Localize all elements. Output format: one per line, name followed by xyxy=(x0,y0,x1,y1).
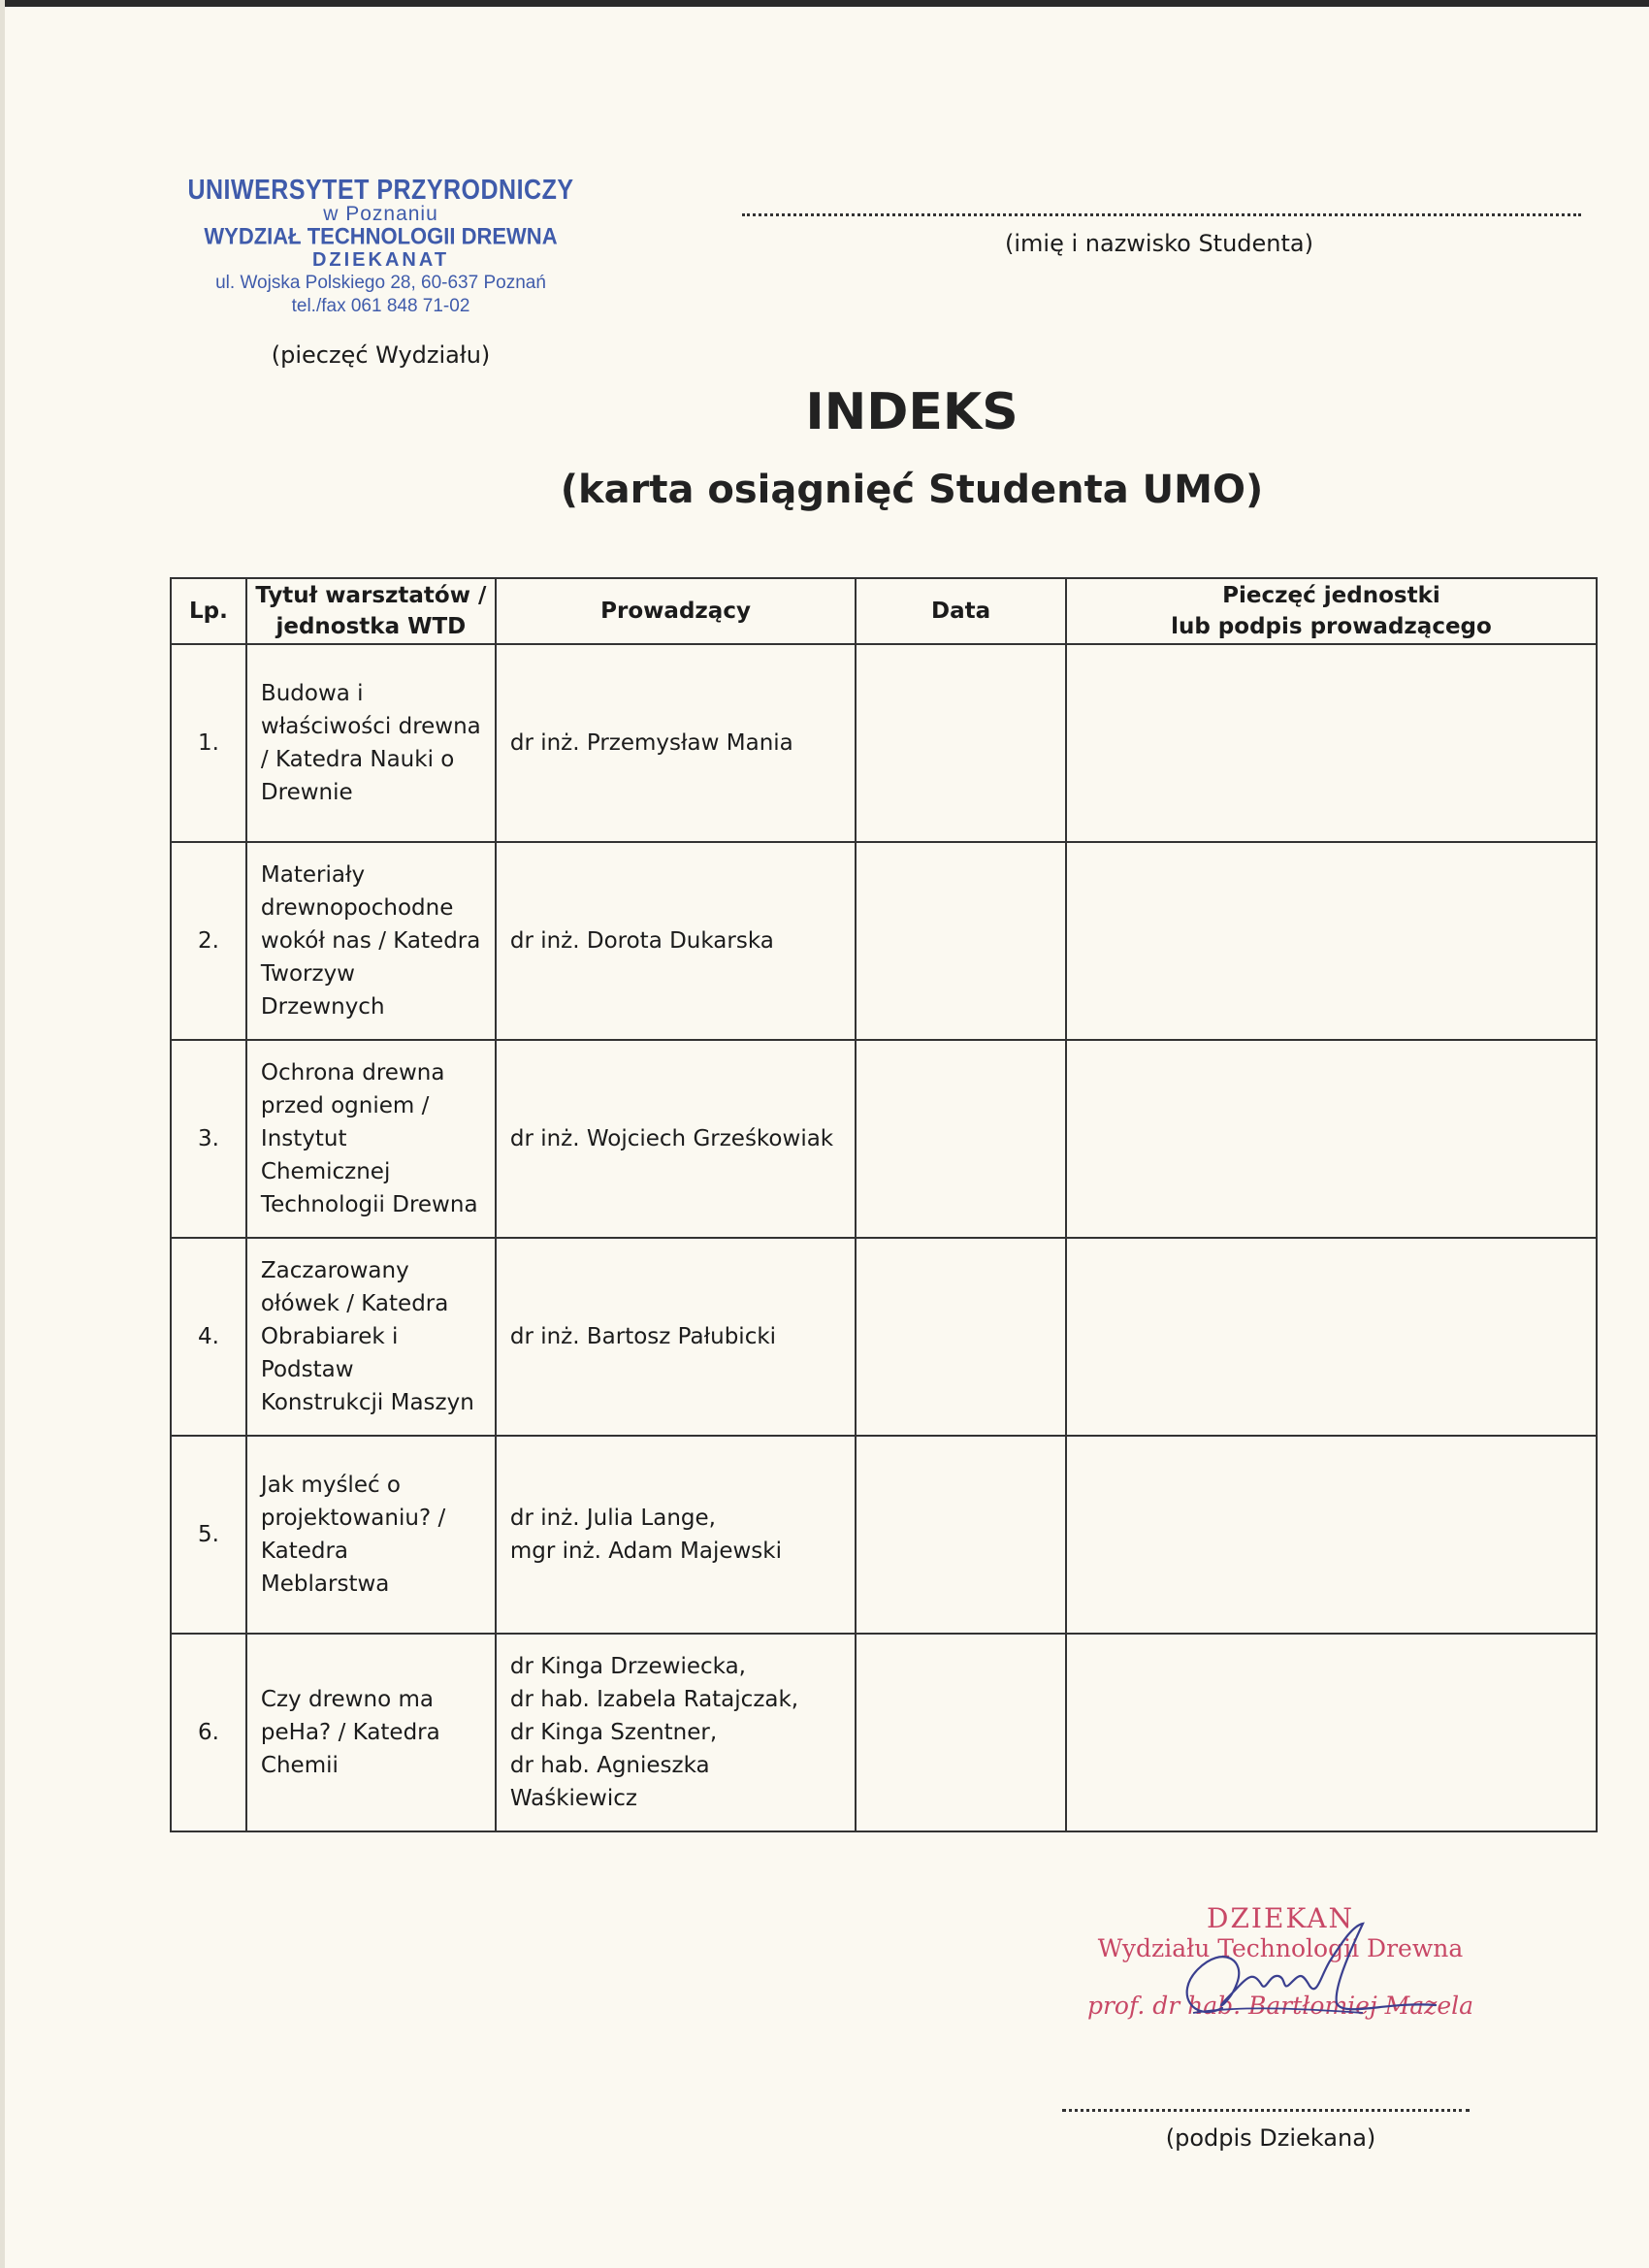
workshop-title-line: Drzewnych xyxy=(260,994,385,1020)
lecturer-cell xyxy=(496,842,856,1040)
workshop-title xyxy=(246,842,496,1040)
table-row xyxy=(171,842,1597,1040)
stamp-signature-cell[interactable] xyxy=(1066,842,1597,1040)
stamp-signature-cell[interactable] xyxy=(1066,1436,1597,1634)
workshop-title xyxy=(246,644,496,842)
lecturer-cell xyxy=(496,1634,856,1831)
stamp-university: UNIWERSYTET PRZYRODNICZY xyxy=(187,174,574,207)
stamp-caption: (pieczęć Wydziału) xyxy=(271,341,491,369)
workshop-title-line: ołówek / Katedra xyxy=(260,1291,449,1316)
workshop-title-line: / Katedra Nauki o xyxy=(260,747,455,772)
lecturer-name: dr inż. Dorota Dukarska xyxy=(509,928,774,954)
workshop-title xyxy=(246,1634,496,1831)
lecturer-cell xyxy=(496,644,856,842)
header-stamp xyxy=(1066,578,1597,644)
header-stamp-line: lub podpis prowadzącego xyxy=(1171,614,1492,639)
stamp-office: DZIEKANAT xyxy=(311,249,450,271)
dean-signature xyxy=(1154,1916,1445,2042)
header-title-line: Tytuł warsztatów / xyxy=(255,583,487,608)
date-cell[interactable] xyxy=(856,1238,1066,1436)
header-date: Data xyxy=(856,578,1066,644)
lecturer-name: dr inż. Przemysław Mania xyxy=(509,730,793,756)
lecturer-name: dr Kinga Szentner, xyxy=(509,1720,718,1745)
date-cell[interactable] xyxy=(856,1634,1066,1831)
lecturer-name: mgr inż. Adam Majewski xyxy=(509,1539,782,1564)
dean-stamp-title: DZIEKAN xyxy=(1207,1902,1354,1934)
stamp-phone: tel./fax 061 848 71-02 xyxy=(291,296,470,316)
date-cell[interactable] xyxy=(856,1436,1066,1634)
header-lp: Lp. xyxy=(171,578,246,644)
workshop-title-line: właściwości drewna xyxy=(260,714,481,739)
row-number: 6. xyxy=(171,1634,246,1831)
workshop-title-line: wokół nas / Katedra xyxy=(260,928,481,954)
student-name-line xyxy=(742,213,1581,216)
page-title: INDEKS xyxy=(805,383,1018,441)
lecturer-name: dr inż. Julia Lange, xyxy=(509,1506,716,1531)
workshop-title xyxy=(246,1040,496,1238)
stamp-city: w Poznaniu xyxy=(323,203,438,225)
workshop-title-line: Katedra xyxy=(260,1539,349,1564)
table-row xyxy=(171,1634,1597,1831)
stamp-address: ul. Wojska Polskiego 28, 60-637 Poznań xyxy=(215,273,546,293)
workshop-title xyxy=(246,1436,496,1634)
lecturer-name: dr inż. Wojciech Grześkowiak xyxy=(509,1126,834,1151)
stamp-signature-cell[interactable] xyxy=(1066,1040,1597,1238)
achievements-table xyxy=(170,577,1598,1832)
workshop-title-line: Zaczarowany xyxy=(260,1258,409,1283)
stamp-signature-cell[interactable] xyxy=(1066,1634,1597,1831)
workshop-title-line: Jak myśleć o xyxy=(260,1473,401,1498)
header-lecturer: Prowadzący xyxy=(496,578,856,644)
table-row xyxy=(171,1040,1597,1238)
workshop-title-line: Ochrona drewna xyxy=(260,1060,445,1085)
table-row xyxy=(171,1436,1597,1634)
row-number: 3. xyxy=(171,1040,246,1238)
table-header-row xyxy=(171,578,1597,644)
workshop-title xyxy=(246,1238,496,1436)
stamp-signature-cell[interactable] xyxy=(1066,644,1597,842)
stamp-faculty: WYDZIAŁ TECHNOLOGII DREWNA xyxy=(204,222,558,250)
workshop-title-line: Obrabiarek i xyxy=(260,1324,399,1349)
workshop-title-line: Podstaw xyxy=(260,1357,354,1382)
dean-signature-line xyxy=(1062,2109,1470,2112)
date-cell[interactable] xyxy=(856,1040,1066,1238)
row-number: 5. xyxy=(171,1436,246,1634)
workshop-title-line: projektowaniu? / xyxy=(260,1506,446,1531)
scan-left-edge xyxy=(0,0,5,2268)
date-cell[interactable] xyxy=(856,842,1066,1040)
workshop-title-line: Chemii xyxy=(260,1753,339,1778)
row-number: 1. xyxy=(171,644,246,842)
workshop-title-line: Czy drewno ma xyxy=(260,1687,434,1712)
header-workshop-title xyxy=(246,578,496,644)
dean-stamp-name: prof. dr hab. Bartłomiej Mazela xyxy=(1086,1992,1474,2020)
workshop-title-line: Budowa i xyxy=(260,681,364,706)
student-name-caption: (imię i nazwisko Studenta) xyxy=(1005,230,1313,257)
row-number: 4. xyxy=(171,1238,246,1436)
lecturer-cell xyxy=(496,1436,856,1634)
lecturer-cell xyxy=(496,1238,856,1436)
lecturer-name: dr hab. Agnieszka Waśkiewicz xyxy=(509,1753,710,1811)
workshop-title-line: Instytut Chemicznej xyxy=(260,1126,391,1184)
date-cell[interactable] xyxy=(856,644,1066,842)
lecturer-name: dr inż. Bartosz Pałubicki xyxy=(509,1324,777,1349)
workshop-title-line: Technologii Drewna xyxy=(260,1192,478,1217)
scan-top-edge xyxy=(0,0,1649,7)
workshop-title-line: Meblarstwa xyxy=(260,1571,390,1597)
table-row xyxy=(171,644,1597,842)
workshop-title-line: przed ogniem / xyxy=(260,1093,430,1118)
workshop-title-line: Materiały xyxy=(260,862,366,888)
dean-signature-caption: (podpis Dziekana) xyxy=(1165,2124,1376,2152)
workshop-title-line: peHa? / Katedra xyxy=(260,1720,440,1745)
header-title-line: jednostka WTD xyxy=(275,614,467,639)
lecturer-name: dr Kinga Drzewiecka, xyxy=(509,1654,746,1679)
page-subtitle: (karta osiągnięć Studenta UMO) xyxy=(560,468,1264,512)
row-number: 2. xyxy=(171,842,246,1040)
faculty-stamp xyxy=(165,174,597,317)
workshop-title-line: Tworzyw xyxy=(260,961,355,987)
header-stamp-line: Pieczęć jednostki xyxy=(1222,583,1440,608)
dean-stamp-faculty: Wydziału Technologii Drewna xyxy=(1097,1934,1464,1962)
workshop-title-line: Drewnie xyxy=(260,780,353,805)
workshop-title-line: Konstrukcji Maszyn xyxy=(260,1390,474,1415)
lecturer-name: dr hab. Izabela Ratajczak, xyxy=(509,1687,799,1712)
table-row xyxy=(171,1238,1597,1436)
lecturer-cell xyxy=(496,1040,856,1238)
stamp-signature-cell[interactable] xyxy=(1066,1238,1597,1436)
workshop-title-line: drewnopochodne xyxy=(260,895,454,921)
